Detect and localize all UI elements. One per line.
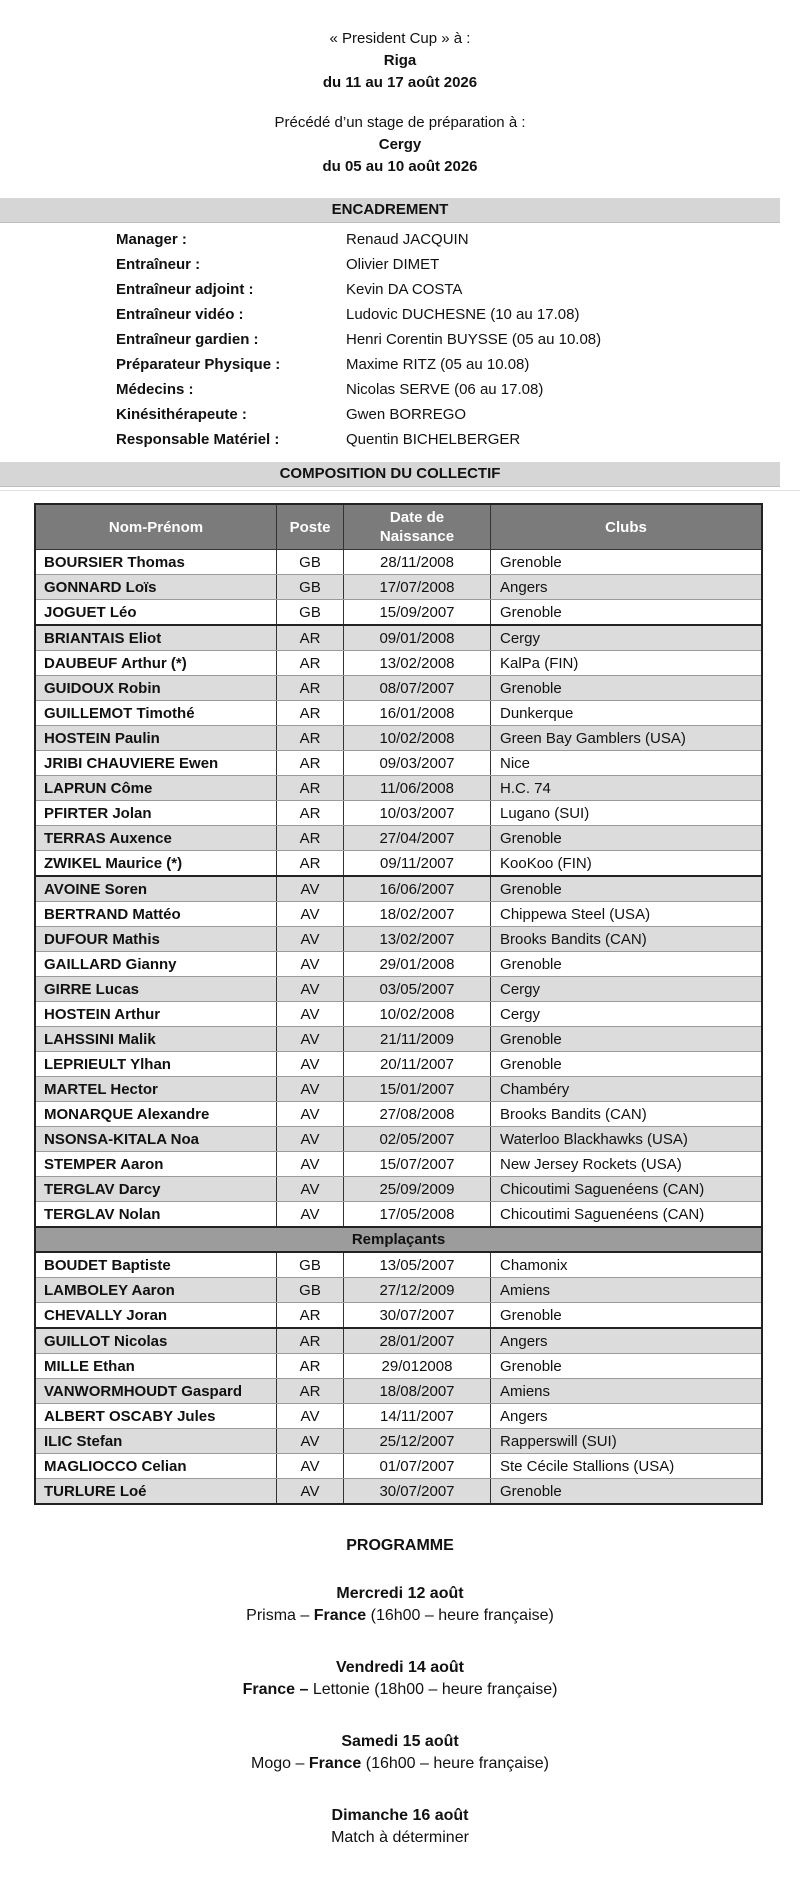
cell-date: 09/01/2008 [344, 625, 491, 651]
cell-date: 29/012008 [344, 1354, 491, 1379]
col-header-club: Clubs [491, 504, 763, 550]
table-row [35, 1354, 762, 1379]
cell-nom: HOSTEIN Arthur [35, 1002, 277, 1027]
intro-city1: Riga [383, 52, 417, 69]
table-row [35, 625, 762, 651]
cell-club: Grenoble [491, 1052, 763, 1077]
staff-row [0, 252, 800, 277]
cell-poste: GB [277, 550, 344, 575]
cell-date: 28/11/2008 [344, 550, 491, 575]
cell-poste: AV [277, 902, 344, 927]
remplacants-row [35, 1227, 762, 1252]
cell-nom: BERTRAND Mattéo [35, 902, 277, 927]
cell-nom: TERGLAV Nolan [35, 1202, 277, 1228]
cell-poste: GB [277, 600, 344, 626]
cell-club: Chambéry [491, 1077, 763, 1102]
col-header-nom: Nom-Prénom [35, 504, 277, 550]
cell-poste: AR [277, 1379, 344, 1404]
staff-role: Entraîneur gardien : [116, 331, 259, 348]
match-text-pre: Prisma – [246, 1607, 314, 1624]
cell-poste: GB [277, 1252, 344, 1278]
cell-date: 15/01/2007 [344, 1077, 491, 1102]
table-row [35, 977, 762, 1002]
cell-club: Waterloo Blackhawks (USA) [491, 1127, 763, 1152]
cell-poste: AV [277, 952, 344, 977]
roster-table [34, 503, 763, 1505]
cell-date: 09/11/2007 [344, 851, 491, 877]
staff-name: Olivier DIMET [346, 256, 440, 273]
cell-club: Lugano (SUI) [491, 801, 763, 826]
cell-club: Green Bay Gamblers (USA) [491, 726, 763, 751]
staff-role: Entraîneur vidéo : [116, 306, 244, 323]
cell-nom: VANWORMHOUDT Gaspard [35, 1379, 277, 1404]
match-team-bold: France [313, 1607, 367, 1624]
cell-date: 14/11/2007 [344, 1404, 491, 1429]
table-row [35, 600, 762, 626]
cell-poste: AR [277, 651, 344, 676]
cell-nom: GONNARD Loïs [35, 575, 277, 600]
staff-name: Nicolas SERVE (06 au 17.08) [346, 381, 544, 398]
cell-nom: LEPRIEULT Ylhan [35, 1052, 277, 1077]
cell-poste: AR [277, 801, 344, 826]
table-row [35, 1252, 762, 1278]
cell-club: Nice [491, 751, 763, 776]
match-line [0, 1753, 800, 1775]
table-row [35, 1027, 762, 1052]
staff-role: Kinésithérapeute : [116, 406, 247, 423]
staff-role: Entraîneur adjoint : [116, 281, 254, 298]
staff-row [0, 402, 800, 427]
cell-poste: AR [277, 676, 344, 701]
staff-role: Manager : [116, 231, 187, 248]
cell-club: Grenoble [491, 826, 763, 851]
cell-nom: JOGUET Léo [35, 600, 277, 626]
staff-row [0, 277, 800, 302]
cell-nom: BOUDET Baptiste [35, 1252, 277, 1278]
cell-date: 17/07/2008 [344, 575, 491, 600]
staff-name: Maxime RITZ (05 au 10.08) [346, 356, 530, 373]
table-row [35, 1479, 762, 1505]
match-line [0, 1605, 800, 1627]
cell-date: 10/02/2008 [344, 1002, 491, 1027]
intro-city2: Cergy [378, 136, 422, 153]
cell-poste: AV [277, 1177, 344, 1202]
table-row [35, 575, 762, 600]
cell-date: 13/02/2008 [344, 651, 491, 676]
cell-date: 20/11/2007 [344, 1052, 491, 1077]
cell-poste: AV [277, 1429, 344, 1454]
cell-nom: ILIC Stefan [35, 1429, 277, 1454]
cell-club: Grenoble [491, 550, 763, 575]
table-row [35, 1278, 762, 1303]
cell-club: Angers [491, 1404, 763, 1429]
cell-date: 10/02/2008 [344, 726, 491, 751]
remplacants-label: Remplaçants [35, 1227, 762, 1252]
staff-role: Responsable Matériel : [116, 431, 280, 448]
cell-nom: GUILLEMOT Timothé [35, 701, 277, 726]
table-row [35, 1002, 762, 1027]
encadrement-header: ENCADREMENT [0, 198, 780, 223]
cell-date: 11/06/2008 [344, 776, 491, 801]
table-row [35, 1303, 762, 1329]
cell-date: 16/01/2008 [344, 701, 491, 726]
cell-poste: AR [277, 625, 344, 651]
table-row [35, 1454, 762, 1479]
cell-poste: AR [277, 751, 344, 776]
table-row [35, 1077, 762, 1102]
cell-nom: ALBERT OSCABY Jules [35, 1404, 277, 1429]
match-text-post: Lettonie (18h00 – heure française) [308, 1681, 558, 1698]
table-row [35, 876, 762, 902]
cell-poste: GB [277, 1278, 344, 1303]
staff-name: Gwen BORREGO [346, 406, 467, 423]
cell-poste: AV [277, 876, 344, 902]
cell-poste: AV [277, 1202, 344, 1228]
cell-club: New Jersey Rockets (USA) [491, 1152, 763, 1177]
roster-header-row [35, 504, 762, 550]
cell-date: 09/03/2007 [344, 751, 491, 776]
cell-date: 15/09/2007 [344, 600, 491, 626]
table-row [35, 1152, 762, 1177]
cell-date: 27/12/2009 [344, 1278, 491, 1303]
cell-poste: AV [277, 1454, 344, 1479]
cell-date: 16/06/2007 [344, 876, 491, 902]
cell-club: Angers [491, 1328, 763, 1354]
cell-poste: AR [277, 1354, 344, 1379]
cell-date: 28/01/2007 [344, 1328, 491, 1354]
table-row [35, 1328, 762, 1354]
cell-nom: LAMBOLEY Aaron [35, 1278, 277, 1303]
match-team-bold: France – [242, 1681, 309, 1698]
cell-nom: AVOINE Soren [35, 876, 277, 902]
staff-name: Kevin DA COSTA [346, 281, 463, 298]
table-row [35, 801, 762, 826]
cell-poste: GB [277, 575, 344, 600]
cell-nom: DAUBEUF Arthur (*) [35, 651, 277, 676]
cell-club: Grenoble [491, 876, 763, 902]
cell-date: 27/08/2008 [344, 1102, 491, 1127]
cell-date: 18/08/2007 [344, 1379, 491, 1404]
cell-club: Brooks Bandits (CAN) [491, 1102, 763, 1127]
cell-club: Amiens [491, 1379, 763, 1404]
cell-poste: AV [277, 1027, 344, 1052]
cell-date: 25/12/2007 [344, 1429, 491, 1454]
cell-nom: BOURSIER Thomas [35, 550, 277, 575]
cell-club: Chicoutimi Saguenéens (CAN) [491, 1202, 763, 1228]
table-row [35, 851, 762, 877]
cell-club: Dunkerque [491, 701, 763, 726]
col-header-poste: Poste [277, 504, 344, 550]
cell-nom: GAILLARD Gianny [35, 952, 277, 977]
cell-nom: GUIDOUX Robin [35, 676, 277, 701]
cell-nom: GIRRE Lucas [35, 977, 277, 1002]
intro-line1: « President Cup » à : [329, 30, 471, 47]
table-row [35, 1127, 762, 1152]
staff-name: Quentin BICHELBERGER [346, 431, 521, 448]
cell-nom: PFIRTER Jolan [35, 801, 277, 826]
cell-nom: LAHSSINI Malik [35, 1027, 277, 1052]
col-header-date [344, 504, 491, 550]
cell-club: Grenoble [491, 1027, 763, 1052]
cell-nom: GUILLOT Nicolas [35, 1328, 277, 1354]
table-row [35, 1177, 762, 1202]
cell-poste: AV [277, 927, 344, 952]
cell-nom: MAGLIOCCO Celian [35, 1454, 277, 1479]
staff-role: Entraîneur : [116, 256, 201, 273]
cell-club: Grenoble [491, 952, 763, 977]
cell-poste: AV [277, 1052, 344, 1077]
table-row [35, 651, 762, 676]
cell-date: 29/01/2008 [344, 952, 491, 977]
staff-row [0, 427, 800, 452]
match-day: Samedi 15 août [341, 1733, 459, 1750]
intro-block [0, 0, 800, 178]
cell-club: Chippewa Steel (USA) [491, 902, 763, 927]
cell-date: 18/02/2007 [344, 902, 491, 927]
cell-poste: AV [277, 1127, 344, 1152]
staff-row [0, 377, 800, 402]
cell-club: Chamonix [491, 1252, 763, 1278]
cell-club: KalPa (FIN) [491, 651, 763, 676]
intro-dates2: du 05 au 10 août 2026 [322, 158, 478, 175]
cell-nom: BRIANTAIS Eliot [35, 625, 277, 651]
cell-club: Grenoble [491, 600, 763, 626]
staff-row [0, 227, 800, 252]
table-row [35, 1429, 762, 1454]
table-row [35, 1102, 762, 1127]
match-day: Mercredi 12 août [336, 1585, 464, 1602]
cell-date: 02/05/2007 [344, 1127, 491, 1152]
cell-club: Cergy [491, 1002, 763, 1027]
cell-club: H.C. 74 [491, 776, 763, 801]
cell-poste: AR [277, 1303, 344, 1329]
cell-club: KooKoo (FIN) [491, 851, 763, 877]
cell-club: Grenoble [491, 1479, 763, 1505]
staff-name: Henri Corentin BUYSSE (05 au 10.08) [346, 331, 602, 348]
cell-poste: AV [277, 1479, 344, 1505]
cell-nom: DUFOUR Mathis [35, 927, 277, 952]
match-day: Dimanche 16 août [331, 1807, 469, 1824]
table-row [35, 826, 762, 851]
staff-role: Préparateur Physique : [116, 356, 281, 373]
cell-nom: TERGLAV Darcy [35, 1177, 277, 1202]
cell-date: 08/07/2007 [344, 676, 491, 701]
cell-date: 25/09/2009 [344, 1177, 491, 1202]
col-header-date-line2: Naissance [379, 528, 455, 545]
staff-name: Ludovic DUCHESNE (10 au 17.08) [346, 306, 580, 323]
match-line [0, 1827, 800, 1849]
match-day: Vendredi 14 août [335, 1659, 465, 1676]
cell-date: 13/05/2007 [344, 1252, 491, 1278]
cell-poste: AR [277, 726, 344, 751]
cell-date: 21/11/2009 [344, 1027, 491, 1052]
cell-club: Cergy [491, 977, 763, 1002]
staff-list [0, 227, 800, 452]
cell-poste: AV [277, 1102, 344, 1127]
cell-date: 30/07/2007 [344, 1479, 491, 1505]
table-row [35, 927, 762, 952]
cell-club: Angers [491, 575, 763, 600]
cell-poste: AR [277, 851, 344, 877]
table-row [35, 776, 762, 801]
match-list [0, 1583, 800, 1849]
cell-nom: STEMPER Aaron [35, 1152, 277, 1177]
cell-date: 30/07/2007 [344, 1303, 491, 1329]
table-row [35, 751, 762, 776]
intro-line2: Précédé d’un stage de préparation à : [274, 114, 526, 131]
table-row [35, 701, 762, 726]
col-header-date-line1: Date de [389, 509, 445, 526]
staff-role: Médecins : [116, 381, 194, 398]
cell-poste: AV [277, 1404, 344, 1429]
match-text-post: (16h00 – heure française) [361, 1755, 549, 1772]
cell-club: Brooks Bandits (CAN) [491, 927, 763, 952]
cell-poste: AR [277, 701, 344, 726]
programme-title: PROGRAMME [346, 1537, 454, 1554]
cell-club: Cergy [491, 625, 763, 651]
cell-poste: AV [277, 977, 344, 1002]
cell-club: Rapperswill (SUI) [491, 1429, 763, 1454]
cell-date: 13/02/2007 [344, 927, 491, 952]
staff-row [0, 302, 800, 327]
table-row [35, 1202, 762, 1228]
programme-block [0, 1535, 800, 1849]
match-text-pre: Match à déterminer [331, 1829, 469, 1846]
table-row [35, 676, 762, 701]
cell-nom: HOSTEIN Paulin [35, 726, 277, 751]
cell-nom: NSONSA-KITALA Noa [35, 1127, 277, 1152]
match-text-pre: Mogo – [251, 1755, 309, 1772]
cell-nom: TERRAS Auxence [35, 826, 277, 851]
cell-date: 03/05/2007 [344, 977, 491, 1002]
cell-nom: LAPRUN Côme [35, 776, 277, 801]
match-text-post: (16h00 – heure française) [366, 1607, 554, 1624]
cell-date: 15/07/2007 [344, 1152, 491, 1177]
staff-row [0, 352, 800, 377]
cell-poste: AR [277, 1328, 344, 1354]
intro-dates1: du 11 au 17 août 2026 [322, 74, 478, 91]
table-row [35, 1379, 762, 1404]
cell-date: 27/04/2007 [344, 826, 491, 851]
cell-poste: AV [277, 1152, 344, 1177]
table-row [35, 1404, 762, 1429]
table-row [35, 550, 762, 575]
cell-nom: JRIBI CHAUVIERE Ewen [35, 751, 277, 776]
cell-date: 01/07/2007 [344, 1454, 491, 1479]
cell-club: Ste Cécile Stallions (USA) [491, 1454, 763, 1479]
cell-date: 17/05/2008 [344, 1202, 491, 1228]
table-row [35, 1052, 762, 1077]
cell-poste: AV [277, 1002, 344, 1027]
table-row [35, 902, 762, 927]
cell-club: Grenoble [491, 1303, 763, 1329]
cell-club: Grenoble [491, 676, 763, 701]
staff-name: Renaud JACQUIN [346, 231, 469, 248]
cell-club: Amiens [491, 1278, 763, 1303]
cell-poste: AR [277, 776, 344, 801]
cell-club: Grenoble [491, 1354, 763, 1379]
cell-poste: AV [277, 1077, 344, 1102]
table-row [35, 952, 762, 977]
composition-header: COMPOSITION DU COLLECTIF [0, 462, 780, 487]
cell-club: Chicoutimi Saguenéens (CAN) [491, 1177, 763, 1202]
match-line [0, 1679, 800, 1701]
cell-nom: TURLURE Loé [35, 1479, 277, 1505]
cell-date: 10/03/2007 [344, 801, 491, 826]
cell-nom: ZWIKEL Maurice (*) [35, 851, 277, 877]
cell-poste: AR [277, 826, 344, 851]
cell-nom: MARTEL Hector [35, 1077, 277, 1102]
staff-row [0, 327, 800, 352]
cell-nom: MILLE Ethan [35, 1354, 277, 1379]
cell-nom: MONARQUE Alexandre [35, 1102, 277, 1127]
cell-nom: CHEVALLY Joran [35, 1303, 277, 1329]
match-team-bold: France [308, 1755, 362, 1772]
table-row [35, 726, 762, 751]
